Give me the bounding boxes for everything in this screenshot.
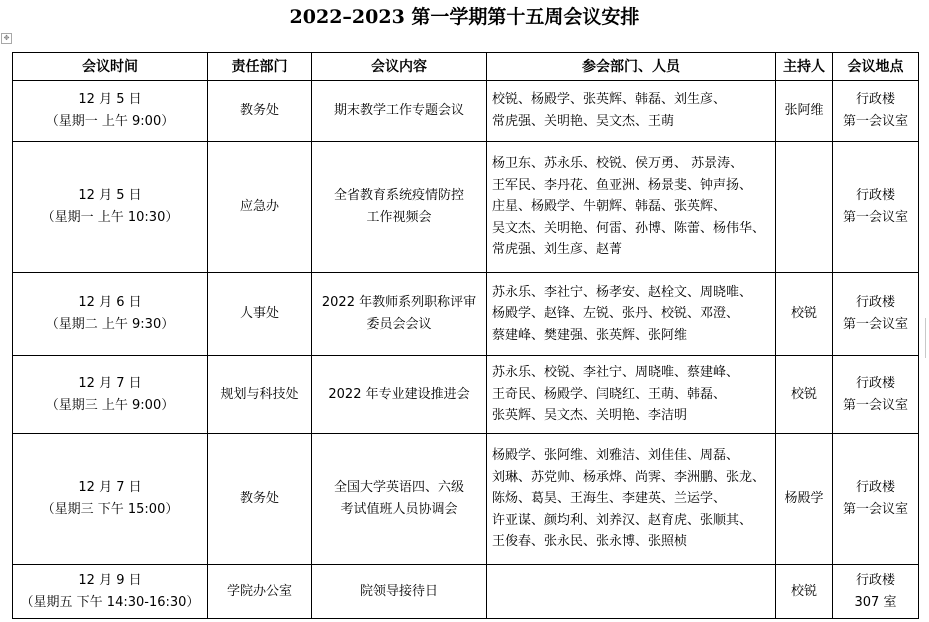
meeting-date: 12 月 7 日	[78, 375, 142, 391]
meeting-place-line: 第一会议室	[842, 317, 908, 332]
meeting-weekday-time: （星期三 上午 9:00）	[45, 397, 175, 413]
meeting-content-line: 委员会会议	[366, 317, 432, 332]
meeting-content-line: 院领导接待日	[359, 583, 438, 599]
attendees-line: 刘琳、苏党帅、杨承烨、尚霁、李洲鹏、张龙、	[492, 469, 766, 485]
host-cell: 校锐	[776, 356, 833, 434]
meeting-content-cell	[312, 142, 487, 273]
attendees-line: 张英辉、吴文杰、关明艳、李洁明	[492, 408, 688, 424]
meeting-place-line: 第一会议室	[842, 114, 908, 129]
attendees-line: 蔡建峰、樊建强、张英辉、张阿维	[492, 327, 688, 343]
attendees-line: 王俊春、张永民、张永博、张照桢	[492, 534, 688, 550]
host-cell: 校锐	[776, 565, 833, 619]
meeting-place-cell	[833, 142, 919, 273]
meeting-content-line: 期末教学工作专题会议	[333, 103, 464, 118]
meeting-place-cell	[833, 273, 919, 356]
meeting-date: 12 月 7 日	[78, 480, 142, 495]
header-people: 参会部门、人员	[487, 53, 776, 81]
meeting-content-cell	[312, 81, 487, 142]
attendees-line: 苏永乐、校锐、李社宁、周晓唯、蔡建峰、	[492, 365, 740, 381]
meeting-place-cell	[833, 356, 919, 434]
attendees-cell	[487, 142, 776, 273]
attendees-line: 庄星、杨殿学、牛朝辉、韩磊、张英辉、	[492, 199, 727, 215]
meeting-weekday-time: （星期三 下午 15:00）	[41, 502, 179, 517]
meeting-content-cell	[312, 434, 487, 565]
meeting-place-line: 行政楼	[855, 375, 895, 391]
meeting-content-cell	[312, 273, 487, 356]
schedule-table	[12, 52, 919, 619]
meeting-weekday-time: （星期五 下午 14:30-16:30）	[20, 594, 200, 610]
table-row	[13, 81, 919, 142]
table-row	[13, 356, 919, 434]
header-host: 主持人	[776, 53, 833, 81]
meeting-place-line: 行政楼	[855, 295, 895, 310]
meeting-content-line: 全国大学英语四、六级	[333, 480, 464, 495]
responsible-dept-cell: 规划与科技处	[208, 356, 312, 434]
meeting-place-line: 行政楼	[855, 572, 895, 588]
meeting-date: 12 月 6 日	[78, 295, 142, 310]
responsible-dept-cell: 教务处	[208, 81, 312, 142]
meeting-content-line: 全省教育系统疫情防控	[333, 188, 464, 203]
host-cell: 杨殿学	[776, 434, 833, 565]
table-row	[13, 142, 919, 273]
attendees-line: 校锐、杨殿学、张英辉、韩磊、刘生彦、	[492, 92, 727, 108]
host-cell	[776, 142, 833, 273]
attendees-line: 吴文杰、关明艳、何雷、孙博、陈蕾、杨伟华、	[492, 220, 766, 236]
meeting-time-cell	[13, 356, 208, 434]
meeting-time-cell	[13, 273, 208, 356]
attendees-line: 王军民、李丹花、鱼亚洲、杨景斐、钟声扬、	[492, 177, 753, 193]
meeting-time-cell	[13, 434, 208, 565]
responsible-dept-cell: 学院办公室	[208, 565, 312, 619]
table-row	[13, 565, 919, 619]
attendees-line: 杨卫东、苏永乐、校锐、侯万勇、 苏景涛、	[492, 156, 744, 172]
responsible-dept-cell: 应急办	[208, 142, 312, 273]
attendees-cell	[487, 356, 776, 434]
attendees-cell	[487, 273, 776, 356]
meeting-content-line: 考试值班人员协调会	[340, 502, 458, 517]
responsible-dept-cell: 教务处	[208, 434, 312, 565]
attendees-cell	[487, 81, 776, 142]
attendees-line: 许亚谋、颜均利、刘养汉、赵育虎、张顺其、	[492, 512, 753, 528]
header-content: 会议内容	[312, 53, 487, 81]
attendees-line: 常虎强、关明艳、吴文杰、王萌	[492, 114, 675, 129]
meeting-place-cell	[833, 434, 919, 565]
host-cell: 校锐	[776, 273, 833, 356]
meeting-place-line: 行政楼	[855, 480, 895, 495]
meeting-time-cell	[13, 142, 208, 273]
meeting-time-cell	[13, 81, 208, 142]
meeting-weekday-time: （星期一 上午 9:00）	[45, 114, 175, 129]
meeting-place-line: 行政楼	[855, 188, 895, 203]
table-move-handle-icon[interactable]: ✥	[1, 33, 12, 44]
meeting-place-cell	[833, 81, 919, 142]
page-title: 2022–2023 第一学期第十五周会议安排	[289, 6, 640, 28]
meeting-place-line: 行政楼	[855, 92, 895, 107]
attendees-line: 陈炀、葛昊、王海生、李建英、兰运学、	[492, 491, 727, 507]
meeting-place-line: 第一会议室	[842, 502, 908, 517]
attendees-line: 杨殿学、赵锋、左锐、张丹、校锐、邓澄、	[492, 306, 740, 322]
meeting-date: 12 月 5 日	[78, 92, 142, 107]
page-edge-marker	[925, 318, 929, 358]
attendees-cell	[487, 565, 776, 619]
attendees-line: 王奇民、杨殿学、闫晓红、王萌、韩磊、	[492, 386, 727, 402]
meeting-place-line: 307 室	[854, 594, 897, 610]
attendees-cell	[487, 434, 776, 565]
meeting-weekday-time: （星期一 上午 10:30）	[41, 210, 179, 225]
meeting-place-line: 第一会议室	[842, 397, 908, 413]
meeting-weekday-time: （星期二 上午 9:30）	[45, 317, 175, 332]
responsible-dept-cell: 人事处	[208, 273, 312, 356]
meeting-place-line: 第一会议室	[842, 210, 908, 225]
attendees-line: 常虎强、刘生彦、赵菁	[492, 242, 623, 258]
meeting-content-line: 工作视频会	[366, 210, 432, 225]
meeting-date: 12 月 9 日	[78, 572, 142, 588]
attendees-line: 杨殿学、张阿维、刘雅洁、刘佳佳、周磊、	[492, 448, 740, 464]
header-row	[13, 53, 919, 81]
header-dept: 责任部门	[208, 53, 312, 81]
table-row	[13, 434, 919, 565]
table-row	[13, 273, 919, 356]
meeting-content-line: 2022 年教师系列职称评审	[321, 295, 477, 310]
header-time: 会议时间	[13, 53, 208, 81]
attendees-line: 苏永乐、李社宁、杨孝安、赵栓文、周晓唯、	[492, 284, 753, 300]
meeting-time-cell	[13, 565, 208, 619]
header-place: 会议地点	[833, 53, 919, 81]
meeting-content-cell	[312, 565, 487, 619]
meeting-content-line: 2022 年专业建设推进会	[328, 386, 470, 402]
meeting-content-cell	[312, 356, 487, 434]
meeting-place-cell	[833, 565, 919, 619]
host-cell: 张阿维	[776, 81, 833, 142]
meeting-date: 12 月 5 日	[78, 188, 142, 203]
